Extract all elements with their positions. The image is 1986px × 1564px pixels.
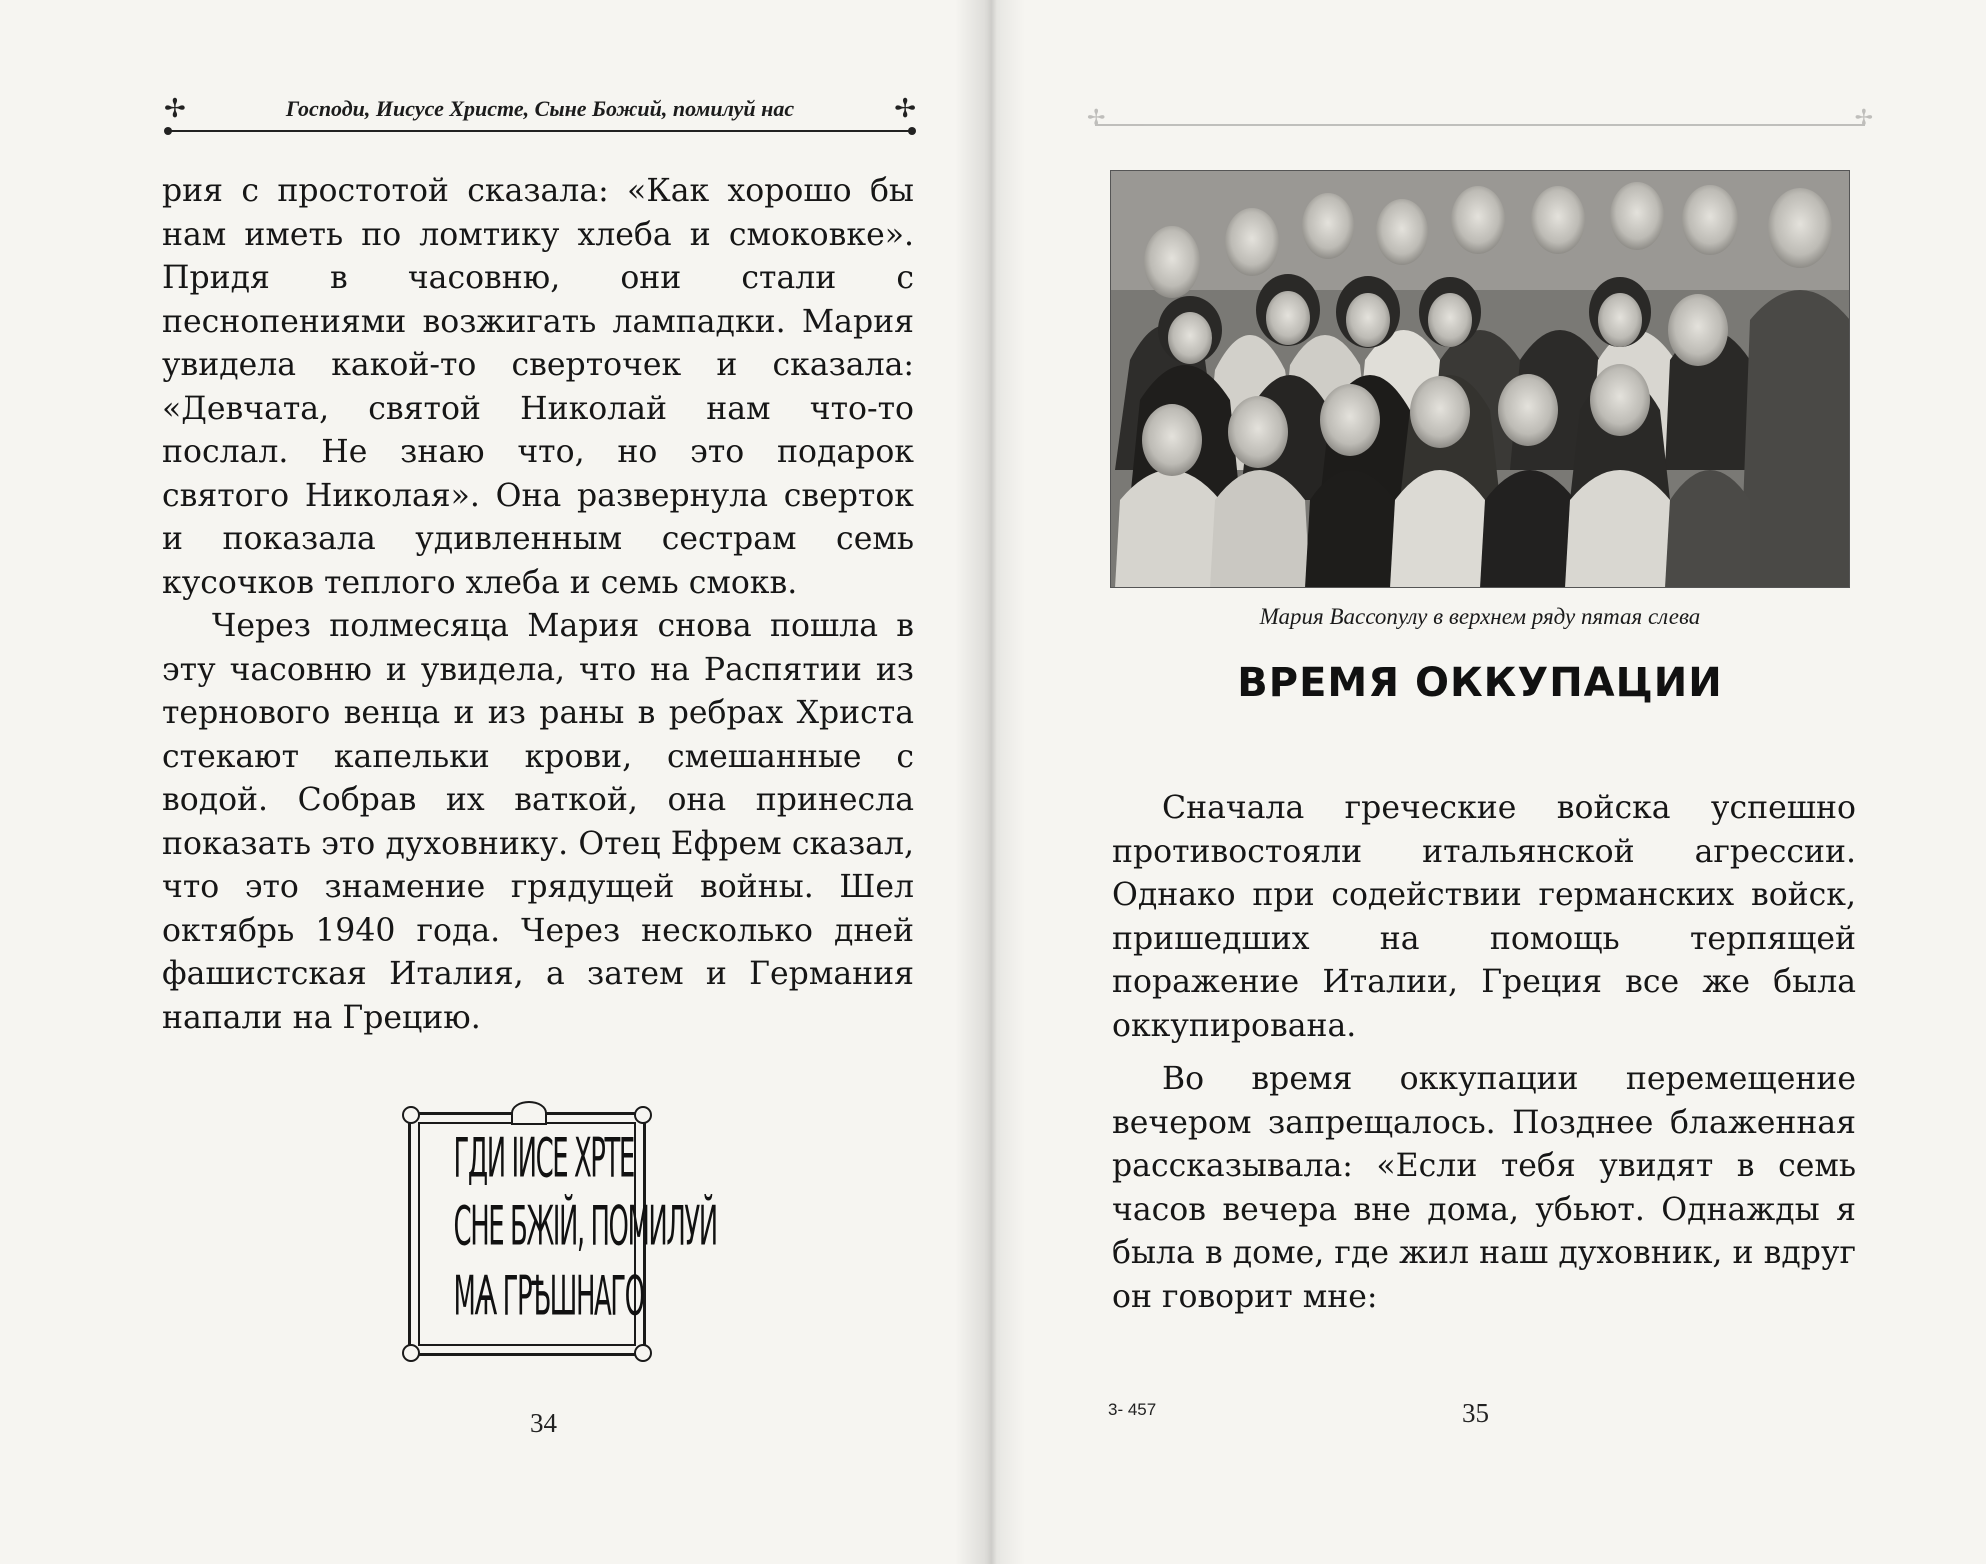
ornament-corner-icon — [634, 1344, 652, 1362]
cross-ornament-icon: ✢ — [164, 94, 186, 124]
show-through-header — [1087, 106, 1873, 136]
photo-caption: Мария Вассопулу в верхнем ряду пятая слева — [1259, 604, 1701, 629]
header-rule — [1095, 124, 1865, 126]
ornament-line: ГДИ ІИСЕ ХРТЕ — [453, 1127, 634, 1191]
cross-ornament-icon: ✢ — [1087, 106, 1106, 131]
ornament-corner-icon — [634, 1106, 652, 1124]
right-body-text — [1112, 787, 1856, 1319]
page-number: 35 — [1462, 1398, 1489, 1428]
header-rule — [168, 130, 912, 132]
left-body-text — [162, 170, 914, 1040]
group-photo-image — [1110, 170, 1850, 588]
printer-signature-mark: 3- 457 — [1108, 1400, 1157, 1419]
ornament-corner-icon — [402, 1344, 420, 1362]
running-header — [160, 88, 920, 138]
cross-ornament-icon: ✢ — [1854, 106, 1873, 131]
book-gutter-shadow — [955, 0, 1025, 1564]
ornament-crest-icon — [511, 1101, 547, 1125]
group-photo — [1110, 170, 1850, 588]
slavonic-prayer-ornament — [408, 1112, 717, 1356]
ornament-corner-icon — [402, 1106, 420, 1124]
running-header-title: Господи, Иисусе Христе, Сыне Божий, помилуй нас — [285, 96, 795, 121]
paragraph: Во время оккупации перемещение вечером запрещалось. Позднее блаженная рассказывала: «Если тебя увидят в семь часов вечера вне дома, убьют. Однажды я была в доме, где жил наш духовник, и вдруг он говорит мне: — [1112, 1061, 1856, 1315]
ornament-line: СНЕ БЖІЙ, ПОМИЛУЙ — [453, 1195, 717, 1259]
paragraph: Через полмесяца Мария снова пошла в эту часовню и увидела, что на Распятии из тернового венца и из раны в ребрах Христа стекают капельки крови, смешанные с водой. Собрав их ваткой, она принесла показать это духовнику. Отец Ефрем сказал, что это знамение грядущей войны. Шел октябрь 1940 года. Через несколько дней фашистская Италия, а затем и Германия напали на Грецию. — [162, 608, 914, 1036]
section-heading: ВРЕМЯ ОККУПАЦИИ — [1237, 660, 1723, 706]
paragraph: рия с простотой сказала: «Как хорошо бы нам иметь по ломтику хлеба и смоковке». Придя в часовню, они стали с песнопениями возжигать лампадки. Мария увидела какой-то сверточек и сказала: «Девчата, святой Николай нам что-то послал. Не знаю что, но это подарок святого Николая». Она развернула сверток и показала удивленным сестрам семь кусочков теплого хлеба и семь смокв. — [162, 173, 914, 601]
ornament-line: МѦ ГРѢШНАГО — [453, 1265, 644, 1329]
left-page — [0, 0, 985, 1564]
paragraph: Сначала греческие войска успешно противостояли итальянской агрессии. Однако при содействии германских войск, пришедших на помощь терпящей поражение Италии, Греция все же была оккупирована. — [1112, 790, 1856, 1044]
page-number: 34 — [530, 1408, 557, 1438]
cross-ornament-icon: ✢ — [894, 94, 916, 124]
